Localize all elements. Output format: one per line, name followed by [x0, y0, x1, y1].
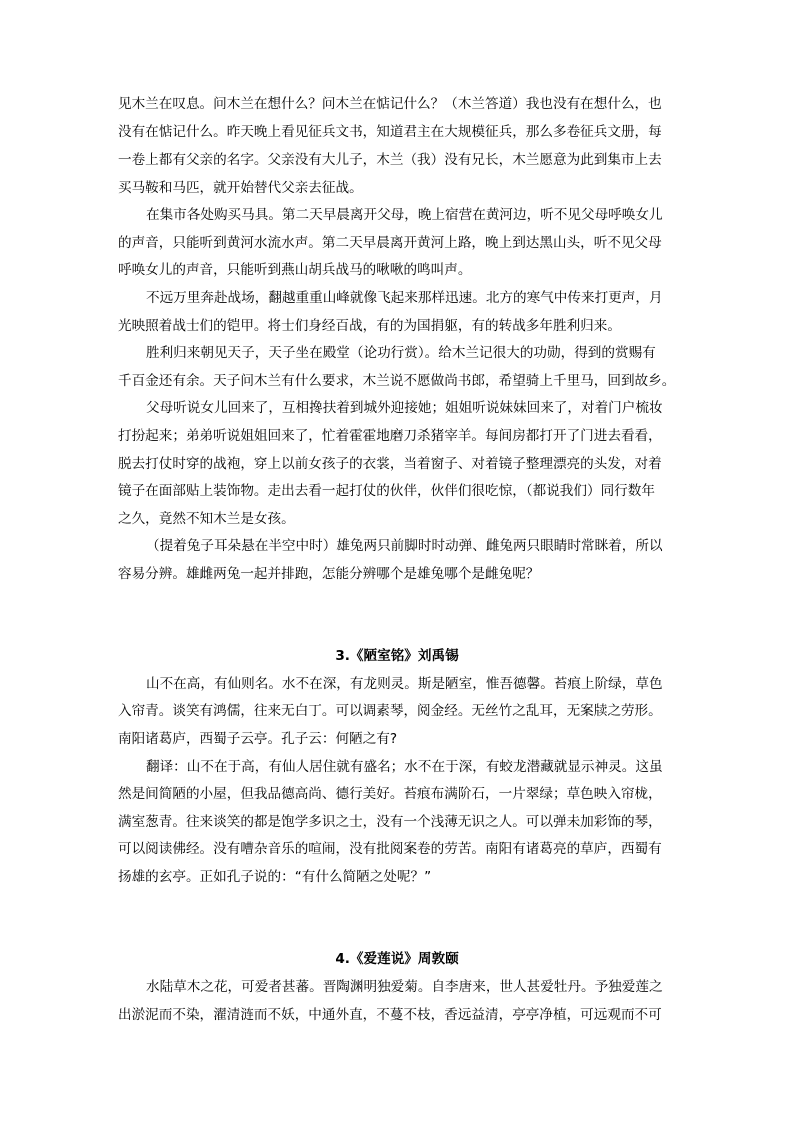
text-line: 然是间简陋的小屋，但我品德高尚、德行美好。苔痕布满阶石，一片翠绿；草色映入帘栊， — [118, 786, 662, 802]
text-line: 满室葱青。往来谈笑的都是饱学多识之士，没有一个浅薄无识之人。可以弹未加彩饰的琴， — [118, 814, 662, 830]
text-line: 南阳诸葛庐，西蜀子云亭。孔子云：何陋之有? — [118, 731, 398, 747]
text-line: 出淤泥而不染，濯清涟而不妖，中通外直，不蔓不枝，香远益清，亭亭净植，可远观而不可 — [118, 1007, 662, 1023]
text-line: 父母听说女儿回来了，互相搀扶着到城外迎接她；姐姐听说妹妹回来了，对着门户梳妆 — [146, 400, 663, 416]
text-line: 的声音，只能听到黄河水流水声。第二天早晨离开黄河上路，晚上到达黑山头，听不见父母 — [118, 235, 662, 251]
text-line: 打扮起来；弟弟听说姐姐回来了，忙着霍霍地磨刀杀猪宰羊。每间房都打开了门进去看看， — [118, 428, 662, 444]
text-line: （提着兔子耳朵悬在半空中时）雄兔两只前脚时时动弹、雌兔两只眼睛时常眯着，所以 — [146, 538, 663, 554]
text-line: 一卷上都有父亲的名字。父亲没有大儿子，木兰（我）没有兄长，木兰愿意为此到集市上去 — [118, 152, 662, 168]
text-line: 可以阅读佛经。没有嘈杂音乐的喧闹，没有批阅案卷的劳苦。南阳有诸葛亮的草庐，西蜀有 — [118, 841, 662, 857]
text-line: 见木兰在叹息。问木兰在想什么？问木兰在惦记什么？（木兰答道）我也没有在想什么，也 — [118, 96, 662, 112]
text-line: 光映照着战士们的铠甲。将士们身经百战，有的为国捐躯，有的转战多年胜利归来。 — [118, 318, 621, 334]
text-line: 买马鞍和马匹，就开始替代父亲去征战。 — [118, 180, 363, 196]
text-line: 千百金还有余。天子问木兰有什么要求，木兰说不愿做尚书郎，希望骑上千里马，回到故乡。 — [118, 373, 676, 389]
text-line: 镜子在面部贴上装饰物。走出去看一起打仗的伙伴，伙伴们很吃惊，（都说我们）同行数年 — [118, 483, 655, 499]
text-line: 山不在高，有仙则名。水不在深，有龙则灵。斯是陋室，惟吾德馨。苔痕上阶绿，草色 — [146, 676, 663, 692]
section-heading: 3.《陋室铭》刘禹锡 — [335, 648, 459, 664]
text-line: 脱去打仗时穿的战袍，穿上以前女孩子的衣裳，当着窗子、对着镜子整理漂亮的头发，对着 — [118, 456, 662, 472]
text-line: 没有在惦记什么。昨天晚上看见征兵文书，知道君主在大规模征兵，那么多卷征兵文册，每 — [118, 124, 662, 140]
text-line: 容易分辨。雄雌两兔一起并排跑，怎能分辨哪个是雄兔哪个是雌兔呢？ — [118, 566, 540, 582]
text-line: 呼唤女儿的声音，只能听到燕山胡兵战马的啾啾的鸣叫声。 — [118, 262, 472, 278]
text-line: 入帘青。谈笑有鸿儒，往来无白丁。可以调素琴，阅金经。无丝竹之乱耳，无案牍之劳形。 — [118, 703, 662, 719]
text-line: 翻译：山不在于高，有仙人居住就有盛名；水不在于深，有蛟龙潜藏就显示神灵。这虽 — [146, 759, 663, 775]
section-heading: 4.《爱莲说》周敦颐 — [335, 951, 459, 967]
text-line: 胜利归来朝见天子，天子坐在殿堂（论功行赏）。给木兰记很大的功勋，得到的赏赐有 — [146, 345, 656, 361]
text-line: 扬雄的玄亭。正如孔子说的：“有什么简陋之处呢？” — [118, 869, 432, 885]
text-line: 在集市各处购买马具。第二天早晨离开父母，晚上宿营在黄河边，听不见父母呼唤女儿 — [146, 207, 663, 223]
text-line: 水陆草木之花，可爱者甚蕃。晋陶渊明独爱菊。自李唐来，世人甚爱牡丹。予独爱莲之 — [146, 979, 663, 995]
text-line: 不远万里奔赴战场，翻越重重山峰就像飞起来那样迅速。北方的寒气中传来打更声，月 — [146, 290, 663, 306]
text-line: 之久，竟然不知木兰是女孩。 — [118, 511, 295, 527]
